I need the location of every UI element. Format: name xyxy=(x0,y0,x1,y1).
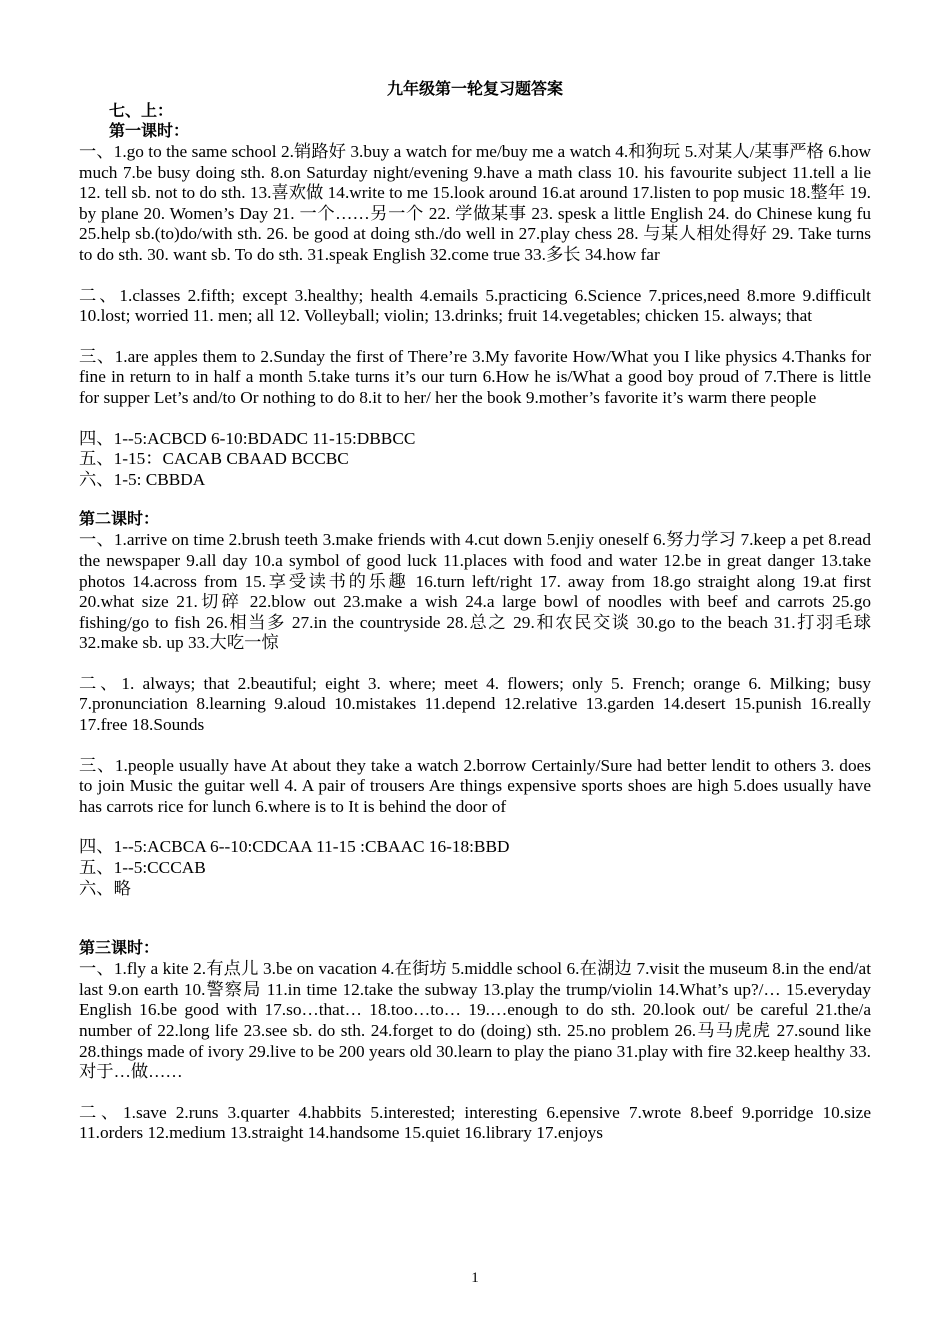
lesson-3-part-1: 一、1.fly a kite 2.有点儿 3.be on vacation 4.在街坊 5.middle school 6.在湖边 7.visit the museum 8.in the end/at last 9.on earth 10.警察局 11.in time 12.take the subway 13.play the trump/violin 14.What’s up?/… 15.everyday English 16.be good with 17.so…that… 18.too…to… 19.…enough to do sth. 20.look out/ be careful 21.the/a number of 22.long life 23.see sb. do sth. 24.forget to do (doing) sth. 25.no problem 26.马马虎虎 27.sound like 28.things made of ivory 29.live to be 200 years old 30.learn to play the piano 31.play with fire 32.keep healthy 33.对于…做…… xyxy=(79,959,871,1082)
unit-heading: 七、上： xyxy=(109,103,174,120)
lesson-2-part-5: 五、1--5:CCCAB xyxy=(79,858,206,878)
lesson-1-part-5: 五、1-15：CACAB CBAAD BCCBC xyxy=(79,449,349,469)
lesson-1-part-2: 二、1.classes 2.fifth; except 3.healthy; health 4.emails 5.practicing 6.Science 7.prices,need 8.more 9.difficult 10.lost; worried 11. men; all 12. Volleyball; violin; 13.drinks; fruit 14.vegetables; chicken 15. always; that xyxy=(79,285,871,326)
lesson-1-part-4: 四、1--5:ACBCD 6-10:BDADC 11-15:DBBCC xyxy=(79,428,416,448)
lesson-1-part-1: 一、1.go to the same school 2.销路好 3.buy a watch for me/buy me a watch 4.和狗玩 5.对某人/某事严格 6.how much 7.be busy doing sth. 8.on Saturday night/evening 9.have a math class 10. his favourite subject 11.tell a lie 12. tell sb. not to do sth. 13.喜欢做 14.write to me 15.look around 16.at around 17.listen to pop music 18.整年 19. by plane 20. Women’s Day 21. 一个……另一个 22. 学做某事 23. spesk a little English 24. do Chinese kung fu 25.help sb.(to)do/with sth. 26. be good at doing sth./do well in 27.play chess 28. 与某人相处得好 29. Take turns to do sth. 30. want sb. To do sth. 31.speak English 32.come true 33.多长 34.how far xyxy=(79,142,871,264)
document-page xyxy=(79,78,871,1144)
page-number: 1 xyxy=(471,1270,479,1286)
lesson-1-part-3: 三、1.are apples them to 2.Sunday the first of There’re 3.My favorite How/What you I like physics 4.Thanks for fine in return to in half a month 5.take turns it’s our turn 6.How he is/What a good boy proud of 7.There is little for supper Let’s and/to Or nothing to do 8.it to her/ her the book 9.mother’s favorite it’s warm there people xyxy=(79,346,871,407)
lesson-2-part-6: 六、略 xyxy=(79,878,131,898)
lesson-2-part-2: 二、1. always; that 2.beautiful; eight 3. where; meet 4. flowers; only 5. French; orange 6. Milking; busy 7.pronunciation 8.learning 9.aloud 10.mistakes 11.depend 12.relative 13.garden 14.desert 15.punish 16.really 17.free 18.Sounds xyxy=(79,673,871,735)
lesson-2-part-1: 一、1.arrive on time 2.brush teeth 3.make friends with 4.cut down 5.enjiy oneself 6.努力学习 7.keep a pet 8.read the newspaper 9.all day 10.a symbol of good luck 11.places with food and water 12.be in great danger 13.take photos 14.across from 15.享受读书的乐趣 16.turn left/right 17. away from 18.go straight along 19.at first 20.what size 21.切碎 22.blow out 23.make a wish 24.a large bowl of noodles with beef and carrots 25.go fishing/go to fish 26.相当多 27.in the countryside 28.总之 29.和农民交谈 30.go to the beach 31.打羽毛球 32.make sb. up 33.大吃一惊 xyxy=(79,530,871,653)
lesson-3-heading: 第三课时： xyxy=(79,940,160,958)
lesson-3-part-2: 二、1.save 2.runs 3.quarter 4.habbits 5.interested; interesting 6.epensive 7.wrote 8.beef 9.porridge 10.size 11.orders 12.medium 13.straight 14.handsome 15.quiet 16.library 17.enjoys xyxy=(79,1102,871,1143)
lesson-1-section xyxy=(79,122,871,490)
lesson-2-section xyxy=(79,510,871,899)
lesson-2-part-4: 四、1--5:ACBCA 6--10:CDCAA 11-15 :CBAAC 16-18:BBD xyxy=(79,837,510,857)
lesson-1-part-6: 六、1-5: CBBDA xyxy=(79,469,206,489)
document-title: 九年级第一轮复习题答案 xyxy=(386,81,563,98)
lesson-2-part-3: 三、1.people usually have At about they take a watch 2.borrow Certainly/Sure had better lendit to others 3. does to join Music the guitar well 4. A pair of trousers Are things expensive sports shoes are high 5.does usually have has carrots rice for lunch 6.where is to It is behind the door of xyxy=(79,755,871,816)
lesson-2-heading: 第二课时： xyxy=(79,511,160,529)
lesson-3-section xyxy=(79,939,871,1144)
lesson-1-heading: 第一课时： xyxy=(109,123,190,140)
